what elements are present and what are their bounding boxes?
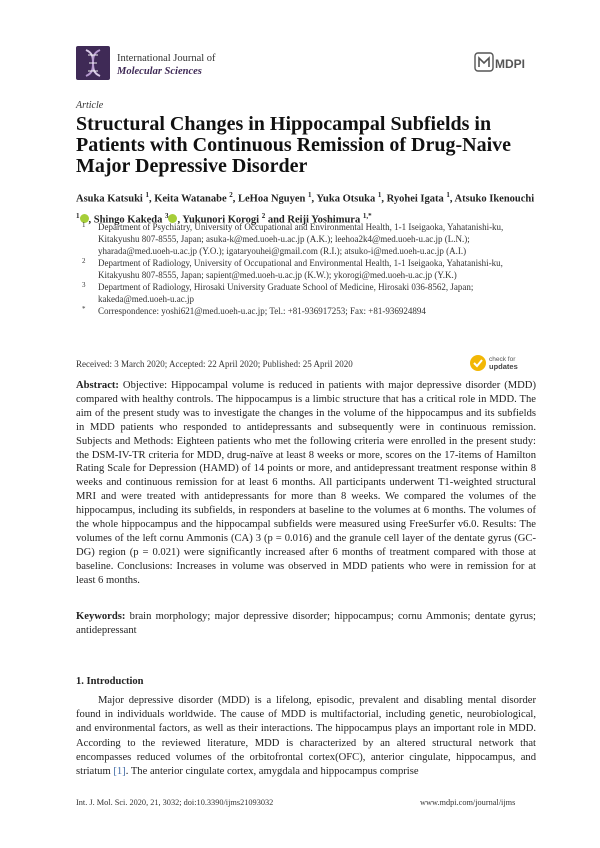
- keywords-label: Keywords:: [76, 611, 126, 622]
- author-affil-sup: 1,*: [362, 211, 372, 220]
- correspondence: [76, 305, 536, 317]
- affiliation-number: 1: [82, 221, 86, 229]
- author-affil-sup: 2: [229, 191, 233, 199]
- journal-name-line2: Molecular Sciences: [117, 66, 202, 77]
- author-affil-sup: 3: [164, 211, 169, 220]
- author-affil-sup: 1: [377, 191, 382, 199]
- mdpi-logo: [474, 51, 526, 75]
- author-name[interactable]: LeHoa Nguyen: [238, 193, 306, 205]
- keywords-text: brain morphology; major depressive disorder; hippocampus; cornu Ammonis; dentate gyrus; antidepressant: [76, 611, 536, 636]
- author-affil-sup: 1: [145, 191, 149, 199]
- abstract: [76, 379, 536, 588]
- author-affil-sup: 2: [261, 211, 266, 220]
- check-updates-line2: updates: [489, 362, 518, 371]
- journal-logo: [76, 46, 110, 80]
- article-type: Article: [76, 100, 104, 111]
- author-affil-sup: 1: [308, 191, 312, 199]
- abstract-text: Objective: Hippocampal volume is reduced in patients with major depressive disorder (MDD) compared with healthy controls. The hippocampus is a limbic structure that has a critical role in MDD. The aim of the present study was to investigate the changes in the volume of the hippocampus and its subfields in MDD patients who responded to antidepressants and subsequently were in continuous remission. Subjects and Methods: Eighteen patients who met the following criteria were enrolled in the present study: the DSM-IV-TR criteria for MDD, drug-naïve at least 8 weeks or more, scores on the 17-items of Hamilton Rating Scale for Depression (HAMD) of 14 points or more, and antidepressant treatment response within 8 weeks and continuous remission for at least 6 months. All participants underwent T1-weighted structural MRI and were treated with antidepressants for more than 8 weeks. We compared the volumes of the hippocampus, including its subfields, in responders at baseline to the volumes at 6 months. The volumes of the whole hippocampus and the hippocampal subfields were measured using FreeSurfer v6.0. Results: The volumes of the left cornu Ammonis (CA) 3 (p = 0.016) and the granule cell layer of the dentate gyrus (GC-DG) region (p = 0.021) were significantly increased after 6 months of treatment compared with those at baseline. Conclusions: Increases in volume was observed in MDD patients who were in remission for at least 6 months.: [76, 380, 536, 586]
- author-name[interactable]: Asuka Katsuki: [76, 193, 143, 205]
- footer-citation: Int. J. Mol. Sci. 2020, 21, 3032; doi:10.3390/ijms21093032: [76, 798, 274, 807]
- affiliation-text: Department of Psychiatry, University of Occupational and Environmental Health, 1-1 Iseigaoka, Yahatanishi-ku, Kitakyushu 807-8555, Japan; asuka-k@med.uoeh-u.ac.jp (A.K.); leehoa2k4@med.uoeh-u.ac.jp (L.N.); yharada@med.uoeh-u.ac.jp (Y.O.); igataryouhei@gmail.com (R.I.); atsuko-i@med.uoeh-u.ac.jp (A.I.): [98, 222, 504, 256]
- citation-link[interactable]: [1]: [113, 766, 126, 778]
- author-name[interactable]: Atsuko Ikenouchi: [454, 193, 535, 205]
- author-name[interactable]: Shingo Kakeda: [93, 214, 163, 225]
- author-affil-sup: 1: [446, 191, 450, 199]
- author-name[interactable]: Yukunori Korogi: [182, 214, 260, 225]
- intro-text: Major depressive disorder (MDD) is a lifelong, episodic, prevalent and disabling mental disorder found in individuals worldwide. The cause of MDD is multifactorial, including genetic, neurobiological, and environmental factors, as well as their interactions. The hippocampus plays an important role in MDD. According to the reviewed literature, MDD is characterized by an altered structural network that encompasses reduced volumes of the orbitofrontal cortex(OFC), anterior cingulate, hippocampus, and striatum: [76, 695, 536, 778]
- keywords: [76, 610, 536, 638]
- affiliation-number: 3: [82, 281, 86, 289]
- affiliation-item: [76, 221, 536, 257]
- introduction-paragraph: [76, 694, 536, 779]
- author-name[interactable]: Reiji Yoshimura: [287, 214, 361, 225]
- affiliations: [76, 221, 536, 317]
- author-affil-sup: 1: [76, 211, 80, 220]
- footer-journal-url[interactable]: www.mdpi.com/journal/ijms: [420, 798, 516, 807]
- check-updates-line1: check for: [489, 356, 516, 363]
- author-list: Asuka Katsuki $^1$, Keita Watanabe $^2$, LeHoa Nguyen $^1$, Yuka Otsuka $^1$, Ryohei Igata $^1$, Atsuko Ikenouchi $^1$ , Shingo Kakeda $^3$ , Yukunori Korogi $^2$ and Reiji Yoshimura $^{1,*}$: [76, 191, 535, 225]
- intro-text-continued: . The anterior cingulate cortex, amygdala and hippocampus comprise: [125, 766, 419, 778]
- abstract-label: Abstract:: [76, 380, 119, 391]
- check-for-updates-badge[interactable]: [469, 352, 527, 374]
- affiliation-text: Department of Radiology, University of Occupational and Environmental Health, 1-1 Iseigaoka, Yahatanishi-ku, Kitakyushu 807-8555, Japan; sapient@med.uoeh-u.ac.jp (K.W.); ykorogi@med.uoeh-u.ac.jp (Y.K.): [98, 258, 503, 280]
- affiliation-text: Department of Radiology, Hirosaki University Graduate School of Medicine, Hirosaki 036-8562, Japan; kakeda@med.uoeh-u.ac.jp: [98, 282, 474, 304]
- paper-title: Structural Changes in Hippocampal Subfields in Patients with Continuous Remission of Drug-Naive Major Depressive Disorder: [76, 113, 512, 177]
- publication-dates: Received: 3 March 2020; Accepted: 22 April 2020; Published: 25 April 2020: [76, 359, 353, 369]
- affiliation-number: 2: [82, 257, 86, 265]
- author-name[interactable]: Yuka Otsuka: [316, 193, 376, 205]
- affiliation-item: [76, 281, 536, 305]
- section-heading: 1. Introduction: [76, 676, 144, 687]
- mdpi-logo-text: MDPI: [495, 57, 525, 71]
- author-name[interactable]: Ryohei Igata: [386, 193, 444, 205]
- journal-name-line1: International Journal of: [117, 53, 216, 64]
- correspondence-marker: *: [82, 305, 86, 313]
- journal-name: [117, 52, 216, 78]
- affiliation-item: [76, 257, 536, 281]
- author-name[interactable]: Keita Watanabe: [154, 193, 227, 205]
- correspondence-text: Correspondence: yoshi621@med.uoeh-u.ac.jp; Tel.: +81-936917253; Fax: +81-936924894: [98, 306, 426, 316]
